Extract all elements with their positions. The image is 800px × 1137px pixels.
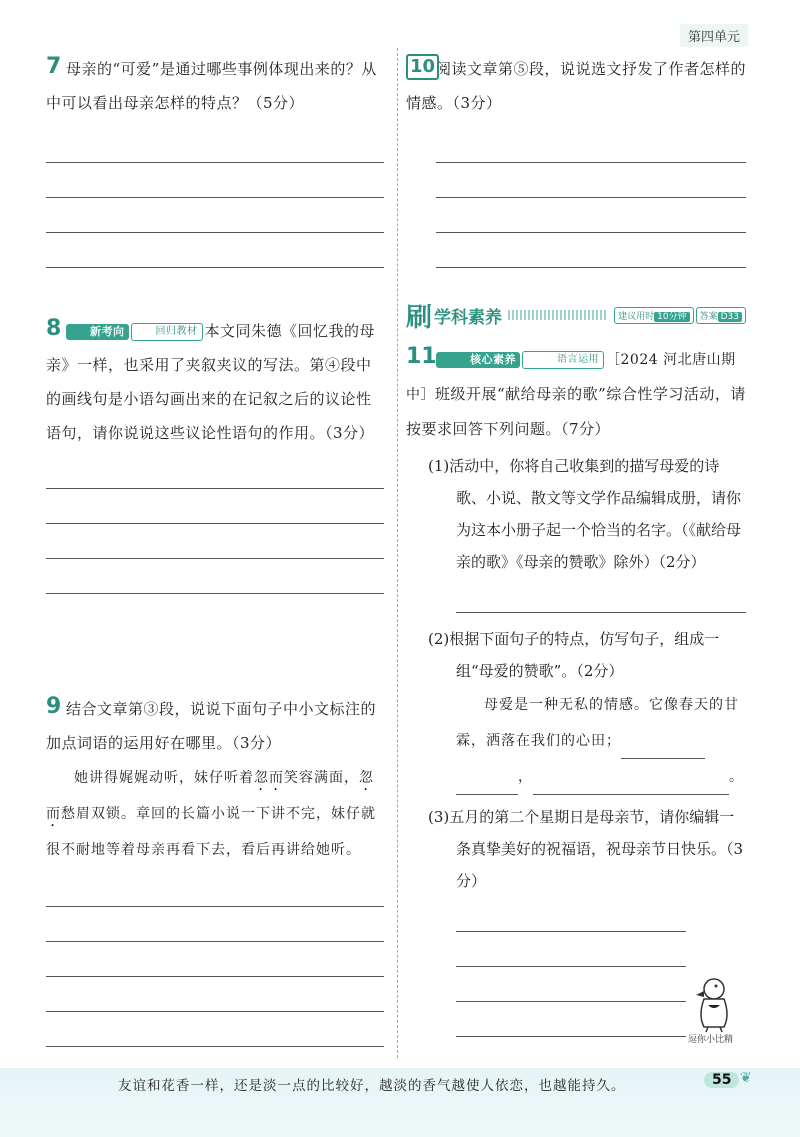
question-text: 阅读文章第⑤段，说说选文抒发了作者怎样的情感。（3分） [406, 60, 747, 112]
dotted-word: 忽而 [46, 770, 374, 822]
example-sentence: 母爱是一种无私的情感。它像春天的甘霖，洒落在我们的心田； [428, 687, 746, 759]
answer-lines[interactable] [436, 128, 746, 268]
answer-lines[interactable] [46, 454, 384, 594]
answer-lines[interactable] [456, 578, 746, 613]
question-text: 核心素养 语言运用 ［2024 河北唐山期中］班级开展“献给母亲的歌”综合性学习活动，请按要求回答下列问题。（7分） [406, 352, 746, 438]
sub-question-3: (3)五月的第二个星期日是母亲节，请你编辑一条真挚美好的祝福语，祝母亲节日快乐。（3分） [406, 801, 746, 1037]
section-header [406, 298, 746, 332]
question-number: 10 [406, 54, 439, 80]
page-number: 55 [704, 1072, 739, 1088]
answer-lines[interactable] [46, 128, 384, 268]
quoted-passage: 她讲得娓娓动听，妹仔听着忽而笑容满面，忽而愁眉双锁。章回的长篇小说一下讲不完，妹仔就很不耐地等着母亲再看下去，看后再讲给她听。 [46, 770, 376, 858]
dotted-word: 忽而 [254, 770, 284, 786]
question-text: 结合文章第③段，说说下面句子中小文标注的加点词语的运用好在哪里。（3分） [46, 700, 377, 752]
question-number: 11 [406, 344, 437, 369]
question-9 [46, 692, 384, 1047]
mascot-caption: 逗你小比精 [688, 1035, 734, 1045]
question-10 [406, 52, 746, 292]
answer-lines[interactable] [46, 872, 384, 1047]
leaf-icon: ❦ [740, 1070, 752, 1086]
question-number: 7 [46, 54, 62, 79]
question-text: 母亲的“可爱”是通过哪些事例体现出来的？从中可以看出母亲怎样的特点？（5分） [46, 60, 377, 112]
question-text: 新考向 回归教材 本文同朱德《回忆我的母亲》一样，也采用了夹叙夹议的写法。第④段中的画线句是小语勾画出来的在记叙之后的议论性语句，请你说说这些议论性语句的作用。（3分） [46, 322, 376, 442]
sub-question-1: (1)活动中，你将自己收集到的描写母爱的诗歌、小说、散文等文学作品编辑成册，请你为这本小册子起一个恰当的名字。（《献给母亲的歌》《母亲的赞歌》除外）（2分） [406, 450, 746, 613]
sub-question-2: (2)根据下面句子的特点，仿写句子，组成一组“母爱的赞歌”。（2分） 母爱是一种无私的情感。它像春天的甘霖，洒落在我们的心田； ， 。 [406, 623, 746, 795]
stripe-decoration [508, 310, 606, 320]
answer-lines[interactable] [456, 897, 686, 1037]
time-tag: 建议用时 10分钟 [614, 307, 693, 324]
column-divider [397, 48, 398, 1058]
textbook-badge: 回归教材 [131, 323, 203, 341]
answer-tag: 答案 D33 [696, 307, 746, 324]
duck-mascot-icon [690, 975, 738, 1033]
source-label: ［2024 河北唐山期中］ [406, 352, 736, 403]
fill-blank[interactable] [456, 777, 518, 795]
fill-blank[interactable] [533, 777, 729, 795]
left-column [46, 52, 384, 1047]
right-column [406, 52, 746, 1037]
question-7 [46, 52, 384, 302]
question-number: 8 [46, 316, 62, 341]
question-number: 9 [46, 694, 62, 719]
question-8 [46, 314, 384, 692]
footer-quote: 友谊和花香一样，还是淡一点的比较好，越淡的香气越使人依恋，也越能持久。 [118, 1078, 626, 1094]
new-trend-badge: 新考向 [66, 324, 129, 340]
section-big-char: 刷 [406, 302, 433, 333]
fill-blank[interactable] [621, 741, 705, 759]
language-use-badge: 语言运用 [522, 351, 604, 369]
section-title: 学科素养 [434, 307, 503, 328]
question-11 [406, 342, 746, 1037]
fill-line: ， 。 [428, 759, 746, 795]
unit-label: 第四单元 [680, 24, 748, 47]
core-literacy-badge: 核心素养 [436, 352, 520, 368]
